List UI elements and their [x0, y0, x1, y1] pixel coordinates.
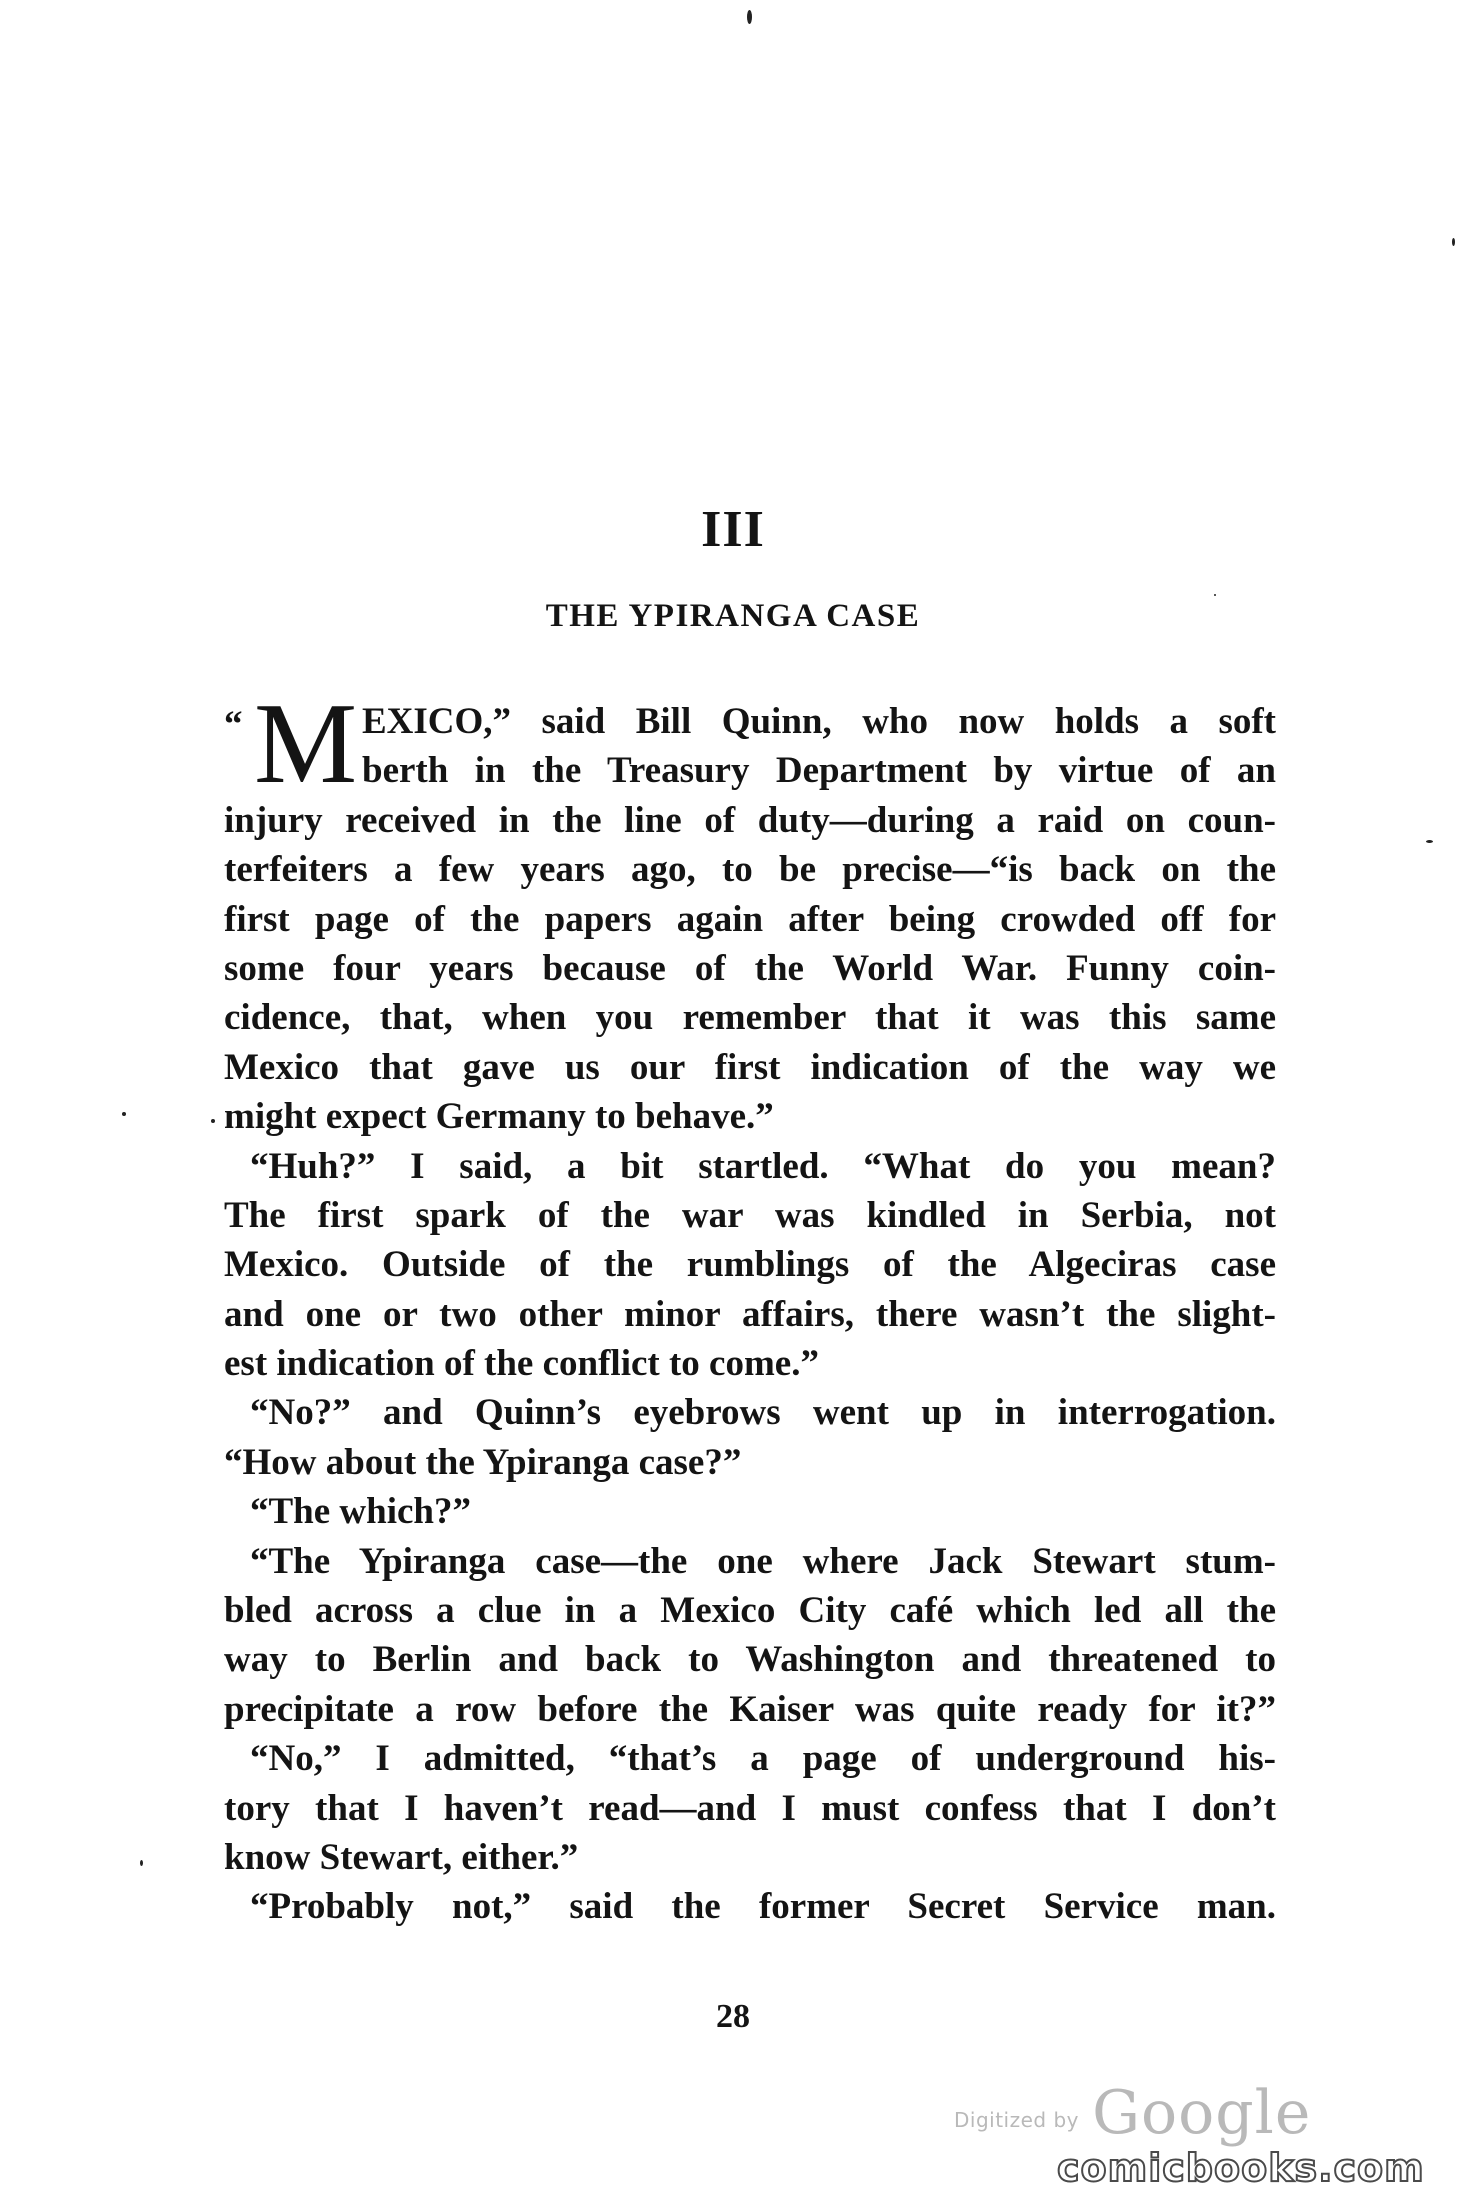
text-line: est indication of the conflict to come.” — [224, 1343, 819, 1385]
text-line: Mexico that gave us our first indication of the way we — [224, 1046, 1276, 1088]
site-watermark: comicbooks.com — [1057, 2146, 1425, 2190]
text-line: berth in the Treasury Department by virtue of an — [362, 750, 1276, 792]
text-line: terfeiters a few years ago, to be precise—“is back on the — [224, 849, 1276, 891]
scan-speck — [140, 1860, 143, 1866]
scan-speck — [1214, 594, 1216, 596]
text-line: injury received in the line of duty—during a raid on coun- — [224, 799, 1276, 841]
scan-speck — [211, 1119, 215, 1123]
text-line: “No?” and Quinn’s eyebrows went up in interrogation. — [250, 1392, 1276, 1434]
scan-speck — [1452, 238, 1455, 246]
text-line: precipitate a row before the Kaiser was quite ready for it?” — [224, 1688, 1276, 1730]
body-text — [224, 697, 1276, 1932]
scan-speck — [1426, 840, 1433, 843]
chapter-title: THE YPIRANGA CASE — [545, 598, 921, 634]
google-logo: Google — [1092, 2078, 1312, 2148]
text-line: “How about the Ypiranga case?” — [224, 1441, 742, 1483]
text-line: tory that I haven’t read—and I must confess that I don’t — [224, 1787, 1276, 1829]
text-line: “Probably not,” said the former Secret Service man. — [250, 1886, 1276, 1928]
opening-quote: “ — [224, 704, 243, 745]
text-line: The first spark of the war was kindled in Serbia, not — [224, 1194, 1276, 1236]
text-line: EXICO,” said Bill Quinn, who now holds a soft — [362, 701, 1276, 742]
text-line: and one or two other minor affairs, there wasn’t the slight- — [224, 1293, 1276, 1335]
scan-speck — [747, 10, 752, 24]
text-line: know Stewart, either.” — [224, 1836, 579, 1878]
text-line: cidence, that, when you remember that it was this same — [224, 997, 1276, 1039]
text-line: Mexico. Outside of the rumblings of the Algeciras case — [224, 1244, 1276, 1286]
text-line: way to Berlin and back to Washington and threatened to — [224, 1639, 1276, 1681]
text-line: some four years because of the World War. Funny coin- — [224, 947, 1276, 989]
digitized-prefix: Digitized by — [954, 2108, 1079, 2132]
scan-speck — [122, 1112, 126, 1116]
text-line: first page of the papers again after being crowded off for — [224, 898, 1276, 940]
text-line: might expect Germany to behave.” — [224, 1096, 774, 1138]
text-line: “The which?” — [250, 1491, 472, 1533]
chapter-number: III — [701, 501, 765, 558]
text-line: “The Ypiranga case—the one where Jack Stewart stum- — [250, 1540, 1276, 1582]
text-line: “No,” I admitted, “that’s a page of underground his- — [250, 1738, 1276, 1780]
drop-cap: M — [254, 680, 358, 808]
text-line: bled across a clue in a Mexico City café which led all the — [224, 1590, 1276, 1632]
page-number: 28 — [716, 1998, 750, 2035]
text-line: “Huh?” I said, a bit startled. “What do you mean? — [250, 1145, 1276, 1187]
digitized-by-logo — [954, 2078, 1311, 2148]
